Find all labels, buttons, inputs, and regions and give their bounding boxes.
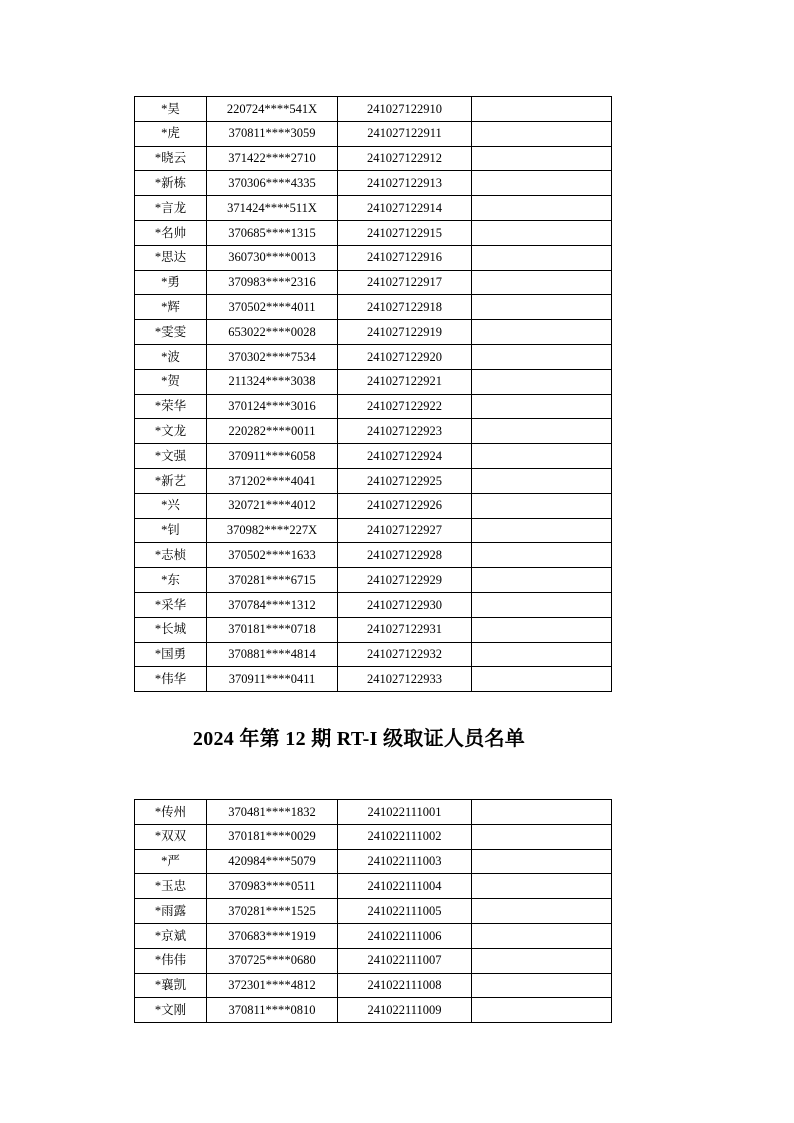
- certificate-number-cell: 241027122916: [338, 245, 472, 270]
- remark-cell: [472, 344, 612, 369]
- id-number-cell: 370181****0718: [207, 617, 338, 642]
- remark-cell: [472, 543, 612, 568]
- id-number-cell: 370983****0511: [207, 874, 338, 899]
- name-cell: *志桢: [135, 543, 207, 568]
- id-number-cell: 370481****1832: [207, 800, 338, 825]
- personnel-table-1: [134, 96, 612, 692]
- name-cell: *京斌: [135, 923, 207, 948]
- remark-cell: [472, 617, 612, 642]
- certificate-number-cell: 241027122914: [338, 196, 472, 221]
- id-number-cell: 220724****541X: [207, 97, 338, 122]
- id-number-cell: 370124****3016: [207, 394, 338, 419]
- certificate-number-cell: 241027122922: [338, 394, 472, 419]
- name-cell: *言龙: [135, 196, 207, 221]
- name-cell: *虎: [135, 121, 207, 146]
- id-number-cell: 370881****4814: [207, 642, 338, 667]
- remark-cell: [472, 171, 612, 196]
- personnel-table-2: [134, 799, 612, 1023]
- certificate-number-cell: 241027122920: [338, 344, 472, 369]
- certificate-number-cell: 241027122912: [338, 146, 472, 171]
- table-row: [135, 171, 612, 196]
- name-cell: *传州: [135, 800, 207, 825]
- id-number-cell: 370302****7534: [207, 344, 338, 369]
- remark-cell: [472, 568, 612, 593]
- name-cell: *长城: [135, 617, 207, 642]
- name-cell: *国勇: [135, 642, 207, 667]
- id-number-cell: 370502****4011: [207, 295, 338, 320]
- id-number-cell: 370811****0810: [207, 998, 338, 1023]
- certificate-number-cell: 241027122928: [338, 543, 472, 568]
- table-row: [135, 899, 612, 924]
- id-number-cell: 372301****4812: [207, 973, 338, 998]
- id-number-cell: 370911****0411: [207, 667, 338, 692]
- id-number-cell: 360730****0013: [207, 245, 338, 270]
- name-cell: *雯雯: [135, 320, 207, 345]
- table-row: [135, 849, 612, 874]
- table-row: [135, 295, 612, 320]
- table-row: [135, 468, 612, 493]
- table-row: [135, 923, 612, 948]
- id-number-cell: 653022****0028: [207, 320, 338, 345]
- certificate-number-cell: 241022111006: [338, 923, 472, 948]
- name-cell: *严: [135, 849, 207, 874]
- table-row: [135, 394, 612, 419]
- name-cell: *新栋: [135, 171, 207, 196]
- certificate-number-cell: 241022111005: [338, 899, 472, 924]
- table-row: [135, 121, 612, 146]
- name-cell: *兴: [135, 493, 207, 518]
- id-number-cell: 371202****4041: [207, 468, 338, 493]
- table-row: [135, 998, 612, 1023]
- table-body: [135, 97, 612, 692]
- name-cell: *采华: [135, 592, 207, 617]
- remark-cell: [472, 196, 612, 221]
- certificate-number-cell: 241027122921: [338, 369, 472, 394]
- certificate-number-cell: 241022111002: [338, 824, 472, 849]
- id-number-cell: 370982****227X: [207, 518, 338, 543]
- remark-cell: [472, 220, 612, 245]
- remark-cell: [472, 419, 612, 444]
- remark-cell: [472, 874, 612, 899]
- id-number-cell: 370811****3059: [207, 121, 338, 146]
- remark-cell: [472, 468, 612, 493]
- id-number-cell: 370281****6715: [207, 568, 338, 593]
- certificate-number-cell: 241027122933: [338, 667, 472, 692]
- certificate-number-cell: 241027122931: [338, 617, 472, 642]
- remark-cell: [472, 642, 612, 667]
- certificate-number-cell: 241027122927: [338, 518, 472, 543]
- remark-cell: [472, 394, 612, 419]
- table-row: [135, 667, 612, 692]
- id-number-cell: 371422****2710: [207, 146, 338, 171]
- id-number-cell: 370685****1315: [207, 220, 338, 245]
- id-number-cell: 371424****511X: [207, 196, 338, 221]
- remark-cell: [472, 444, 612, 469]
- id-number-cell: 370306****4335: [207, 171, 338, 196]
- name-cell: *昊: [135, 97, 207, 122]
- id-number-cell: 370911****6058: [207, 444, 338, 469]
- id-number-cell: 220282****0011: [207, 419, 338, 444]
- id-number-cell: 370181****0029: [207, 824, 338, 849]
- name-cell: *辉: [135, 295, 207, 320]
- name-cell: *文龙: [135, 419, 207, 444]
- remark-cell: [472, 121, 612, 146]
- certificate-number-cell: 241022111008: [338, 973, 472, 998]
- id-number-cell: 370725****0680: [207, 948, 338, 973]
- name-cell: *双双: [135, 824, 207, 849]
- table-row: [135, 444, 612, 469]
- table-row: [135, 270, 612, 295]
- name-cell: *新艺: [135, 468, 207, 493]
- table-row: [135, 800, 612, 825]
- remark-cell: [472, 800, 612, 825]
- remark-cell: [472, 592, 612, 617]
- remark-cell: [472, 295, 612, 320]
- certificate-number-cell: 241027122932: [338, 642, 472, 667]
- table-row: [135, 369, 612, 394]
- certificate-number-cell: 241027122924: [338, 444, 472, 469]
- certificate-number-cell: 241027122925: [338, 468, 472, 493]
- certificate-number-cell: 241027122911: [338, 121, 472, 146]
- certificate-number-cell: 241027122926: [338, 493, 472, 518]
- table-row: [135, 419, 612, 444]
- remark-cell: [472, 245, 612, 270]
- table-row: [135, 617, 612, 642]
- name-cell: *文刚: [135, 998, 207, 1023]
- name-cell: *雨露: [135, 899, 207, 924]
- remark-cell: [472, 923, 612, 948]
- id-number-cell: 370502****1633: [207, 543, 338, 568]
- table-row: [135, 493, 612, 518]
- certificate-number-cell: 241027122910: [338, 97, 472, 122]
- table-row: [135, 146, 612, 171]
- certificate-number-cell: 241027122917: [338, 270, 472, 295]
- table-row: [135, 948, 612, 973]
- table-body: [135, 800, 612, 1023]
- remark-cell: [472, 97, 612, 122]
- table-row: [135, 874, 612, 899]
- table-row: [135, 320, 612, 345]
- name-cell: *钊: [135, 518, 207, 543]
- name-cell: *勇: [135, 270, 207, 295]
- certificate-number-cell: 241022111001: [338, 800, 472, 825]
- id-number-cell: 420984****5079: [207, 849, 338, 874]
- section-title: 2024 年第 12 期 RT-I 级取证人员名单: [192, 728, 526, 750]
- name-cell: *文强: [135, 444, 207, 469]
- name-cell: *波: [135, 344, 207, 369]
- certificate-number-cell: 241027122915: [338, 220, 472, 245]
- remark-cell: [472, 518, 612, 543]
- certificate-number-cell: 241022111007: [338, 948, 472, 973]
- certificate-number-cell: 241027122913: [338, 171, 472, 196]
- name-cell: *伟伟: [135, 948, 207, 973]
- table-row: [135, 592, 612, 617]
- table-row: [135, 568, 612, 593]
- table-row: [135, 245, 612, 270]
- name-cell: *玉忠: [135, 874, 207, 899]
- certificate-number-cell: 241027122930: [338, 592, 472, 617]
- name-cell: *伟华: [135, 667, 207, 692]
- name-cell: *襄凯: [135, 973, 207, 998]
- table-row: [135, 97, 612, 122]
- name-cell: *贺: [135, 369, 207, 394]
- id-number-cell: 370281****1525: [207, 899, 338, 924]
- remark-cell: [472, 973, 612, 998]
- id-number-cell: 370683****1919: [207, 923, 338, 948]
- remark-cell: [472, 667, 612, 692]
- certificate-number-cell: 241027122929: [338, 568, 472, 593]
- certificate-number-cell: 241027122919: [338, 320, 472, 345]
- remark-cell: [472, 824, 612, 849]
- certificate-number-cell: 241022111009: [338, 998, 472, 1023]
- id-number-cell: 211324****3038: [207, 369, 338, 394]
- table-row: [135, 543, 612, 568]
- table-row: [135, 518, 612, 543]
- remark-cell: [472, 320, 612, 345]
- table-row: [135, 344, 612, 369]
- table-row: [135, 973, 612, 998]
- name-cell: *东: [135, 568, 207, 593]
- table-row: [135, 220, 612, 245]
- id-number-cell: 370784****1312: [207, 592, 338, 617]
- certificate-number-cell: 241022111004: [338, 874, 472, 899]
- remark-cell: [472, 899, 612, 924]
- remark-cell: [472, 369, 612, 394]
- table-row: [135, 642, 612, 667]
- certificate-number-cell: 241027122923: [338, 419, 472, 444]
- remark-cell: [472, 270, 612, 295]
- id-number-cell: 370983****2316: [207, 270, 338, 295]
- table-row: [135, 824, 612, 849]
- name-cell: *荣华: [135, 394, 207, 419]
- remark-cell: [472, 998, 612, 1023]
- table-row: [135, 196, 612, 221]
- remark-cell: [472, 493, 612, 518]
- name-cell: *思达: [135, 245, 207, 270]
- remark-cell: [472, 948, 612, 973]
- certificate-number-cell: 241027122918: [338, 295, 472, 320]
- certificate-number-cell: 241022111003: [338, 849, 472, 874]
- name-cell: *名帅: [135, 220, 207, 245]
- remark-cell: [472, 146, 612, 171]
- remark-cell: [472, 849, 612, 874]
- name-cell: *晓云: [135, 146, 207, 171]
- id-number-cell: 320721****4012: [207, 493, 338, 518]
